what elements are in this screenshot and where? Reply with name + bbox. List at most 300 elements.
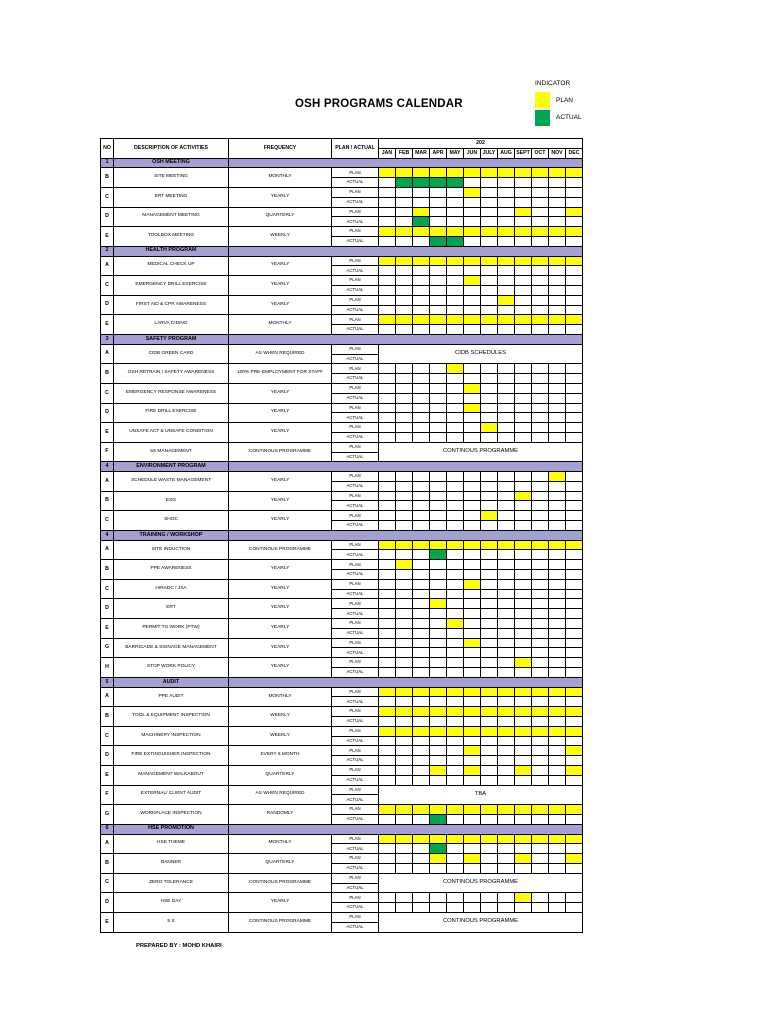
plan-cell [464, 511, 481, 521]
plan-cell [430, 383, 447, 393]
plan-cell [430, 638, 447, 648]
activity-plan-row [101, 873, 583, 883]
activity-plan-row [101, 207, 583, 217]
actual-cell [498, 570, 515, 580]
actual-cell [396, 393, 413, 403]
plan-cell [532, 295, 549, 305]
actual-cell [532, 736, 549, 746]
plan-cell [532, 472, 549, 482]
plan-cell [481, 746, 498, 756]
actual-cell [515, 736, 532, 746]
actual-cell [566, 736, 583, 746]
actual-cell [515, 550, 532, 560]
actual-cell [515, 393, 532, 403]
activity-frequency: QUARTERLY [229, 766, 332, 786]
plan-cell [481, 472, 498, 482]
actual-cell [464, 775, 481, 785]
actual-cell [413, 285, 430, 295]
plan-cell [379, 619, 396, 629]
plan-cell [464, 560, 481, 570]
activity-description: HSE DAY [114, 893, 229, 913]
actual-cell [447, 521, 464, 531]
plan-cell [430, 295, 447, 305]
actual-cell [464, 609, 481, 619]
plan-cell [379, 403, 396, 413]
actual-cell [515, 217, 532, 227]
plan-cell [396, 766, 413, 776]
plan-label: PLAN [332, 834, 379, 844]
actual-cell [430, 697, 447, 707]
plan-cell [379, 540, 396, 550]
plan-cell [379, 726, 396, 736]
actual-cell [481, 648, 498, 658]
actual-cell [464, 413, 481, 423]
plan-cell [532, 256, 549, 266]
plan-cell [464, 295, 481, 305]
plan-cell [515, 560, 532, 570]
plan-cell [515, 766, 532, 776]
plan-cell [566, 423, 583, 433]
plan-cell [498, 726, 515, 736]
plan-cell [532, 893, 549, 903]
plan-label: PLAN [332, 383, 379, 393]
header-frequency: FREQUENCY [229, 139, 332, 159]
plan-cell [396, 491, 413, 501]
actual-cell [498, 266, 515, 276]
plan-cell [549, 560, 566, 570]
plan-cell [430, 168, 447, 178]
activity-plan-row [101, 766, 583, 776]
actual-cell [515, 285, 532, 295]
actual-label: ACTUAL [332, 432, 379, 442]
plan-cell [396, 638, 413, 648]
actual-cell [464, 305, 481, 315]
plan-cell [430, 315, 447, 325]
plan-cell [430, 491, 447, 501]
plan-cell [379, 383, 396, 393]
actual-cell [413, 501, 430, 511]
plan-cell [566, 687, 583, 697]
actual-cell [464, 648, 481, 658]
actual-cell [498, 903, 515, 913]
actual-cell [396, 609, 413, 619]
actual-cell [379, 325, 396, 335]
actual-cell [396, 668, 413, 678]
activity-plan-row [101, 785, 583, 795]
actual-cell [566, 775, 583, 785]
activity-code: E [101, 619, 114, 639]
plan-cell [464, 187, 481, 197]
actual-cell [498, 432, 515, 442]
section-fill [229, 462, 583, 472]
plan-cell [430, 599, 447, 609]
actual-cell [481, 550, 498, 560]
plan-cell [498, 638, 515, 648]
plan-cell [515, 619, 532, 629]
actual-cell [413, 325, 430, 335]
actual-cell [481, 628, 498, 638]
actual-cell [498, 717, 515, 727]
actual-cell [379, 285, 396, 295]
plan-cell [447, 295, 464, 305]
plan-cell [379, 834, 396, 844]
activity-code: E [101, 912, 114, 932]
actual-cell [396, 589, 413, 599]
plan-cell [481, 295, 498, 305]
actual-cell [481, 717, 498, 727]
schedule-note: TBA [379, 785, 583, 805]
actual-cell [430, 717, 447, 727]
actual-cell [447, 736, 464, 746]
actual-cell [515, 374, 532, 384]
actual-cell [464, 197, 481, 207]
activity-plan-row [101, 560, 583, 570]
plan-cell [379, 168, 396, 178]
actual-cell [413, 628, 430, 638]
actual-cell [464, 903, 481, 913]
plan-cell [498, 403, 515, 413]
plan-cell [379, 746, 396, 756]
plan-cell [447, 276, 464, 286]
plan-cell [566, 187, 583, 197]
plan-cell [498, 805, 515, 815]
actual-cell [447, 648, 464, 658]
plan-label: PLAN [332, 491, 379, 501]
activity-code: C [101, 873, 114, 893]
actual-cell [447, 481, 464, 491]
activity-frequency: QUARTERLY [229, 854, 332, 874]
actual-cell [379, 903, 396, 913]
plan-cell [481, 707, 498, 717]
plan-cell [566, 893, 583, 903]
activity-description: HSE THEME [114, 834, 229, 854]
activity-frequency: CONTINOUS PROGRAMME [229, 442, 332, 462]
actual-cell [413, 668, 430, 678]
actual-cell [566, 863, 583, 873]
actual-cell [566, 609, 583, 619]
plan-cell [379, 227, 396, 237]
section-row [101, 530, 583, 540]
actual-cell [515, 305, 532, 315]
plan-cell [481, 256, 498, 266]
plan-cell [430, 540, 447, 550]
plan-cell [532, 658, 549, 668]
plan-cell [532, 834, 549, 844]
plan-cell [549, 854, 566, 864]
actual-cell [430, 863, 447, 873]
actual-cell [532, 432, 549, 442]
plan-cell [447, 383, 464, 393]
activity-code: A [101, 344, 114, 364]
plan-cell [532, 315, 549, 325]
activity-frequency: YEARLY [229, 893, 332, 913]
actual-cell [379, 775, 396, 785]
activity-code: C [101, 187, 114, 207]
actual-cell [481, 393, 498, 403]
activity-code: C [101, 726, 114, 746]
plan-cell [396, 364, 413, 374]
plan-cell [481, 599, 498, 609]
plan-cell [413, 315, 430, 325]
plan-cell [515, 187, 532, 197]
plan-cell [481, 276, 498, 286]
plan-label: PLAN [332, 893, 379, 903]
actual-label: ACTUAL [332, 521, 379, 531]
plan-cell [549, 658, 566, 668]
plan-cell [498, 187, 515, 197]
plan-cell [464, 687, 481, 697]
plan-cell [379, 423, 396, 433]
plan-cell [464, 707, 481, 717]
plan-cell [498, 707, 515, 717]
actual-cell [532, 481, 549, 491]
plan-cell [481, 560, 498, 570]
plan-cell [566, 403, 583, 413]
actual-cell [515, 266, 532, 276]
actual-cell [549, 756, 566, 766]
actual-cell [532, 217, 549, 227]
plan-cell [430, 805, 447, 815]
actual-cell [498, 521, 515, 531]
plan-cell [464, 227, 481, 237]
actual-label: ACTUAL [332, 217, 379, 227]
plan-cell [413, 687, 430, 697]
actual-cell [430, 736, 447, 746]
plan-cell [464, 805, 481, 815]
actual-cell [566, 432, 583, 442]
actual-cell [481, 374, 498, 384]
plan-cell [549, 540, 566, 550]
plan-cell [464, 540, 481, 550]
actual-cell [532, 325, 549, 335]
actual-cell [447, 628, 464, 638]
activity-frequency: YEARLY [229, 295, 332, 315]
plan-cell [566, 540, 583, 550]
activity-description: PPE AWARENESS [114, 560, 229, 580]
plan-cell [413, 472, 430, 482]
actual-cell [498, 481, 515, 491]
activity-plan-row [101, 687, 583, 697]
activity-code: B [101, 707, 114, 727]
plan-cell [532, 276, 549, 286]
actual-cell [413, 589, 430, 599]
plan-cell [464, 403, 481, 413]
activity-code: C [101, 579, 114, 599]
activity-frequency: YEARLY [229, 579, 332, 599]
plan-cell [447, 619, 464, 629]
plan-cell [549, 579, 566, 589]
plan-cell [549, 746, 566, 756]
plan-cell [413, 746, 430, 756]
actual-cell [566, 668, 583, 678]
plan-cell [379, 687, 396, 697]
plan-cell [515, 893, 532, 903]
activity-code: C [101, 276, 114, 296]
section-row [101, 677, 583, 687]
actual-cell [413, 775, 430, 785]
activity-frequency: MONTHLY [229, 168, 332, 188]
activity-code: E [101, 227, 114, 247]
activity-code: E [101, 423, 114, 443]
actual-cell [447, 844, 464, 854]
section-title: TRAINING / WORKSHOP [114, 530, 229, 540]
plan-cell [481, 638, 498, 648]
section-number: 4 [101, 530, 114, 540]
actual-label: ACTUAL [332, 374, 379, 384]
actual-cell [549, 197, 566, 207]
actual-cell [549, 814, 566, 824]
activity-description: TOOL & EQUIPMENT INSPECTION [114, 707, 229, 727]
actual-cell [464, 285, 481, 295]
actual-cell [549, 628, 566, 638]
activity-frequency: AS WHEN REQUIRED [229, 344, 332, 364]
section-title: AUDIT [114, 677, 229, 687]
activity-code: B [101, 364, 114, 384]
plan-cell [396, 707, 413, 717]
activity-plan-row [101, 423, 583, 433]
actual-cell [396, 178, 413, 188]
activity-description: ZERO TOLERANCE [114, 873, 229, 893]
actual-cell [430, 903, 447, 913]
month-header: JAN [379, 148, 396, 158]
plan-cell [379, 638, 396, 648]
actual-cell [481, 756, 498, 766]
plan-label: PLAN [332, 472, 379, 482]
plan-cell [515, 707, 532, 717]
actual-label: ACTUAL [332, 481, 379, 491]
actual-cell [379, 668, 396, 678]
plan-cell [566, 707, 583, 717]
plan-cell [413, 423, 430, 433]
activity-code: D [101, 599, 114, 619]
plan-cell [413, 256, 430, 266]
plan-cell [413, 364, 430, 374]
activity-plan-row [101, 383, 583, 393]
actual-cell [566, 178, 583, 188]
actual-cell [396, 844, 413, 854]
activity-plan-row [101, 276, 583, 286]
plan-cell [498, 168, 515, 178]
plan-cell [396, 295, 413, 305]
plan-cell [379, 707, 396, 717]
header-plan-actual: PLAN / ACTUAL [332, 139, 379, 159]
plan-cell [464, 766, 481, 776]
plan-cell [481, 726, 498, 736]
activity-plan-row [101, 403, 583, 413]
actual-cell [481, 413, 498, 423]
actual-cell [430, 178, 447, 188]
plan-label: PLAN [332, 364, 379, 374]
plan-cell [413, 599, 430, 609]
activity-frequency: YEARLY [229, 638, 332, 658]
actual-cell [464, 570, 481, 580]
month-header: AUG [498, 148, 515, 158]
actual-label: ACTUAL [332, 393, 379, 403]
section-row [101, 824, 583, 834]
activity-plan-row [101, 364, 583, 374]
plan-cell [515, 383, 532, 393]
actual-cell [379, 178, 396, 188]
actual-cell [515, 178, 532, 188]
actual-cell [379, 570, 396, 580]
activity-plan-row [101, 726, 583, 736]
actual-cell [396, 374, 413, 384]
activity-description: ERT MEETING [114, 187, 229, 207]
activity-plan-row [101, 658, 583, 668]
plan-cell [515, 364, 532, 374]
actual-cell [481, 844, 498, 854]
plan-cell [396, 540, 413, 550]
plan-cell [430, 726, 447, 736]
actual-cell [430, 814, 447, 824]
section-number: 6 [101, 824, 114, 834]
plan-cell [515, 805, 532, 815]
actual-cell [549, 501, 566, 511]
plan-cell [464, 854, 481, 864]
actual-cell [481, 814, 498, 824]
plan-cell [566, 805, 583, 815]
actual-cell [430, 756, 447, 766]
actual-cell [515, 697, 532, 707]
actual-cell [498, 374, 515, 384]
plan-cell [379, 658, 396, 668]
actual-label: ACTUAL [332, 697, 379, 707]
activity-plan-row [101, 472, 583, 482]
actual-cell [464, 628, 481, 638]
activity-frequency: CONTINOUS PROGRAMME [229, 873, 332, 893]
plan-label: PLAN [332, 168, 379, 178]
activity-description: FIRE DRILL EXERCISE [114, 403, 229, 423]
actual-label: ACTUAL [332, 795, 379, 805]
actual-cell [498, 863, 515, 873]
actual-cell [566, 717, 583, 727]
plan-cell [413, 766, 430, 776]
plan-cell [549, 423, 566, 433]
plan-cell [532, 383, 549, 393]
actual-cell [532, 550, 549, 560]
actual-cell [379, 756, 396, 766]
section-fill [229, 334, 583, 344]
actual-cell [379, 217, 396, 227]
actual-cell [464, 432, 481, 442]
plan-label: PLAN [332, 638, 379, 648]
actual-cell [413, 550, 430, 560]
plan-cell [515, 491, 532, 501]
activity-frequency: YEARLY [229, 383, 332, 403]
plan-cell [515, 472, 532, 482]
actual-cell [379, 432, 396, 442]
plan-label: PLAN [332, 227, 379, 237]
actual-cell [379, 236, 396, 246]
actual-cell [549, 521, 566, 531]
plan-label: PLAN [332, 805, 379, 815]
plan-cell [532, 491, 549, 501]
actual-cell [532, 266, 549, 276]
actual-cell [413, 648, 430, 658]
actual-cell [481, 266, 498, 276]
plan-cell [396, 315, 413, 325]
actual-cell [413, 863, 430, 873]
plan-cell [498, 511, 515, 521]
actual-cell [413, 178, 430, 188]
actual-cell [549, 481, 566, 491]
actual-cell [549, 432, 566, 442]
plan-cell [498, 834, 515, 844]
actual-cell [464, 374, 481, 384]
actual-cell [566, 903, 583, 913]
actual-cell [464, 266, 481, 276]
actual-cell [447, 814, 464, 824]
